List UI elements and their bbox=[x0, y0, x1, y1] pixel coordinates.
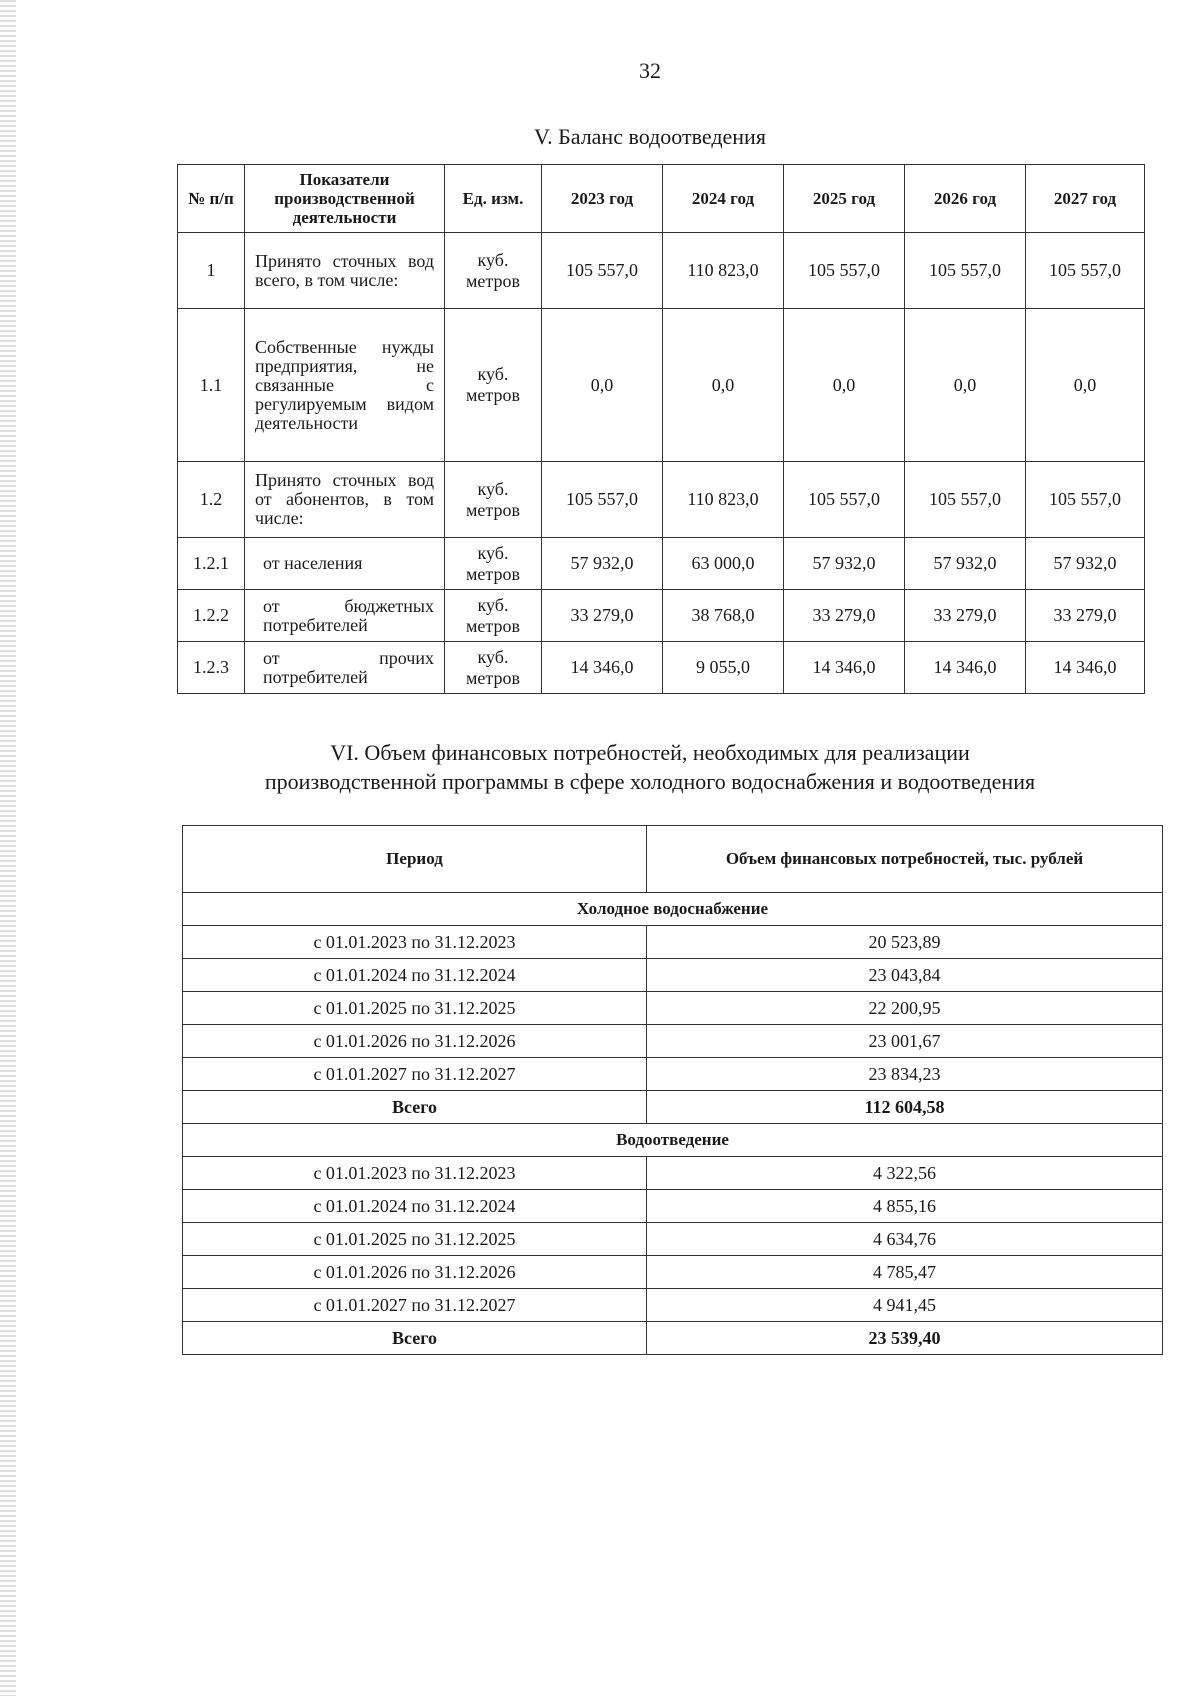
header-year: 2025 год bbox=[784, 165, 905, 233]
row-value: 33 279,0 bbox=[542, 590, 663, 642]
row-value: 105 557,0 bbox=[1026, 233, 1145, 309]
row-value: 105 557,0 bbox=[542, 462, 663, 538]
table-row bbox=[183, 1058, 1163, 1091]
table-row bbox=[183, 1025, 1163, 1058]
row-unit: куб. метров bbox=[445, 309, 542, 462]
table-row bbox=[178, 233, 1145, 309]
row-value: 105 557,0 bbox=[784, 462, 905, 538]
table-row bbox=[178, 538, 1145, 590]
water-disposal-balance-table bbox=[177, 164, 1145, 694]
row-num: 1 bbox=[178, 233, 245, 309]
row-value: 14 346,0 bbox=[905, 642, 1026, 694]
row-value: 105 557,0 bbox=[1026, 462, 1145, 538]
section-row bbox=[183, 893, 1163, 926]
row-value: 33 279,0 bbox=[784, 590, 905, 642]
table-row bbox=[183, 1223, 1163, 1256]
section-label-water-disposal: Водоотведение bbox=[183, 1124, 1163, 1157]
row-value: 57 932,0 bbox=[542, 538, 663, 590]
header-year: 2024 год bbox=[663, 165, 784, 233]
value-cell: 4 941,45 bbox=[647, 1289, 1163, 1322]
row-unit: куб. метров bbox=[445, 462, 542, 538]
row-value: 0,0 bbox=[542, 309, 663, 462]
section6-title bbox=[0, 738, 1200, 796]
period-cell: с 01.01.2023 по 31.12.2023 bbox=[183, 926, 647, 959]
header-unit: Ед. изм. bbox=[445, 165, 542, 233]
row-value: 105 557,0 bbox=[905, 462, 1026, 538]
section6-title-line1: VI. Объем финансовых потребностей, необходимых для реализации bbox=[330, 740, 970, 765]
total-row bbox=[183, 1091, 1163, 1124]
header-volume: Объем финансовых потребностей, тыс. рублей bbox=[647, 826, 1163, 893]
table-row bbox=[183, 1256, 1163, 1289]
value-cell: 23 043,84 bbox=[647, 959, 1163, 992]
total-value: 23 539,40 bbox=[647, 1322, 1163, 1355]
row-value: 0,0 bbox=[1026, 309, 1145, 462]
table-row bbox=[183, 1289, 1163, 1322]
period-cell: с 01.01.2026 по 31.12.2026 bbox=[183, 1025, 647, 1058]
total-row bbox=[183, 1322, 1163, 1355]
section-label-cold-water: Холодное водоснабжение bbox=[183, 893, 1163, 926]
period-cell: с 01.01.2027 по 31.12.2027 bbox=[183, 1289, 647, 1322]
row-value: 105 557,0 bbox=[542, 233, 663, 309]
table-row bbox=[183, 992, 1163, 1025]
value-cell: 22 200,95 bbox=[647, 992, 1163, 1025]
row-value: 105 557,0 bbox=[784, 233, 905, 309]
period-cell: с 01.01.2024 по 31.12.2024 bbox=[183, 959, 647, 992]
row-value: 57 932,0 bbox=[1026, 538, 1145, 590]
row-value: 105 557,0 bbox=[905, 233, 1026, 309]
row-value: 110 823,0 bbox=[663, 233, 784, 309]
row-value: 63 000,0 bbox=[663, 538, 784, 590]
total-label: Всего bbox=[183, 1091, 647, 1124]
section-row bbox=[183, 1124, 1163, 1157]
table-row bbox=[178, 309, 1145, 462]
table-row bbox=[183, 959, 1163, 992]
row-indicator: Принято сточных вод всего, в том числе: bbox=[245, 233, 445, 309]
header-year: 2023 год bbox=[542, 165, 663, 233]
row-value: 14 346,0 bbox=[784, 642, 905, 694]
row-value: 33 279,0 bbox=[1026, 590, 1145, 642]
table-row bbox=[178, 462, 1145, 538]
row-value: 0,0 bbox=[663, 309, 784, 462]
period-cell: с 01.01.2027 по 31.12.2027 bbox=[183, 1058, 647, 1091]
table-row bbox=[183, 926, 1163, 959]
header-year: 2026 год bbox=[905, 165, 1026, 233]
row-unit: куб. метров bbox=[445, 642, 542, 694]
table-row bbox=[178, 642, 1145, 694]
row-indicator: Собственные нужды предприятия, не связанные с регулируемым видом деятельности bbox=[245, 309, 445, 462]
value-cell: 23 001,67 bbox=[647, 1025, 1163, 1058]
period-cell: с 01.01.2025 по 31.12.2025 bbox=[183, 1223, 647, 1256]
row-indicator: от бюджетных потребителей bbox=[245, 590, 445, 642]
header-year: 2027 год bbox=[1026, 165, 1145, 233]
row-num: 1.2 bbox=[178, 462, 245, 538]
row-indicator: от населения bbox=[245, 538, 445, 590]
table-row bbox=[183, 1190, 1163, 1223]
row-value: 0,0 bbox=[905, 309, 1026, 462]
row-unit: куб. метров bbox=[445, 590, 542, 642]
row-unit: куб. метров bbox=[445, 233, 542, 309]
row-unit: куб. метров bbox=[445, 538, 542, 590]
value-cell: 4 322,56 bbox=[647, 1157, 1163, 1190]
table-header-row bbox=[178, 165, 1145, 233]
value-cell: 23 834,23 bbox=[647, 1058, 1163, 1091]
total-label: Всего bbox=[183, 1322, 647, 1355]
value-cell: 20 523,89 bbox=[647, 926, 1163, 959]
page-number: 32 bbox=[639, 58, 661, 83]
row-indicator: Принято сточных вод от абонентов, в том числе: bbox=[245, 462, 445, 538]
row-value: 57 932,0 bbox=[905, 538, 1026, 590]
row-value: 14 346,0 bbox=[542, 642, 663, 694]
row-value: 110 823,0 bbox=[663, 462, 784, 538]
header-indicator: Показатели производственной деятельности bbox=[245, 165, 445, 233]
row-value: 57 932,0 bbox=[784, 538, 905, 590]
row-value: 9 055,0 bbox=[663, 642, 784, 694]
financial-needs-table bbox=[182, 825, 1163, 1355]
period-cell: с 01.01.2023 по 31.12.2023 bbox=[183, 1157, 647, 1190]
table-row bbox=[178, 590, 1145, 642]
period-cell: с 01.01.2025 по 31.12.2025 bbox=[183, 992, 647, 1025]
period-cell: с 01.01.2026 по 31.12.2026 bbox=[183, 1256, 647, 1289]
total-value: 112 604,58 bbox=[647, 1091, 1163, 1124]
row-value: 38 768,0 bbox=[663, 590, 784, 642]
row-num: 1.2.2 bbox=[178, 590, 245, 642]
header-period: Период bbox=[183, 826, 647, 893]
row-value: 33 279,0 bbox=[905, 590, 1026, 642]
value-cell: 4 855,16 bbox=[647, 1190, 1163, 1223]
section5-title: V. Баланс водоотведения bbox=[534, 124, 766, 149]
value-cell: 4 785,47 bbox=[647, 1256, 1163, 1289]
scan-edge-artifact bbox=[0, 0, 16, 1696]
row-indicator: от прочих потребителей bbox=[245, 642, 445, 694]
value-cell: 4 634,76 bbox=[647, 1223, 1163, 1256]
row-num: 1.2.1 bbox=[178, 538, 245, 590]
header-num: № п/п bbox=[178, 165, 245, 233]
period-cell: с 01.01.2024 по 31.12.2024 bbox=[183, 1190, 647, 1223]
section6-title-line2: производственной программы в сфере холодного водоснабжения и водоотведения bbox=[264, 769, 1036, 794]
row-value: 14 346,0 bbox=[1026, 642, 1145, 694]
row-num: 1.1 bbox=[178, 309, 245, 462]
row-value: 0,0 bbox=[784, 309, 905, 462]
table-row bbox=[183, 1157, 1163, 1190]
row-num: 1.2.3 bbox=[178, 642, 245, 694]
table-header-row bbox=[183, 826, 1163, 893]
